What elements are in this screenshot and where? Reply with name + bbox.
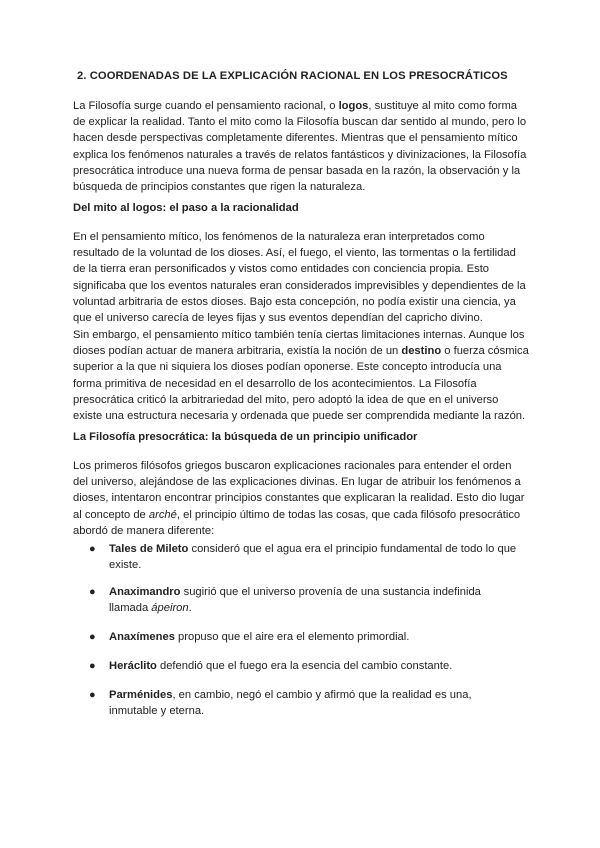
section-heading-presocratica: La Filosofía presocrática: la búsqueda de un principio unificador (73, 431, 418, 443)
bullet-icon: ● (89, 631, 96, 643)
term-destino: destino (401, 345, 442, 358)
section2-paragraph: Los primeros filósofos griegos buscaron explicaciones racionales para entender el orden del universo, alejándose de las explicaciones divinas. En lugar de atribuir los fenómenos a dioses, intentaron encontrar principios constantes que explicaran la realidad. Esto dio lugar al concepto de arché, el principio último de todas las cosas, que cada filósofo presocrático abordó de manera diferente: (73, 460, 525, 537)
list-item: ● Anaxímenes propuso que el aire era el elemento primordial. (73, 629, 529, 645)
bullet-icon: ● (89, 660, 96, 672)
section-heading-mito-logos: Del mito al logos: el paso a la racionalidad (73, 202, 299, 214)
term-logos: logos (338, 100, 369, 112)
section1-paragraph-2: Sin embargo, el pensamiento mítico también tenía ciertas limitaciones internas. Aunque los dioses podían actuar de manera arbitraria, existía la noción de un destino o fuerza cósmica superior a la que ni siquiera los dioses podían oponerse. Este concepto introducía una forma primitiva de necesidad en el desarrollo de los acontecimientos. La Filosofía presocrática criticó la arbitrariedad del mito, pero adoptó la idea de que en el universo existe una estructura necesaria y ordenada que puede ser comprendida mediante la razón. (73, 329, 529, 423)
bullet-icon: ● (89, 586, 96, 598)
section1-paragraph-1: En el pensamiento mítico, los fenómenos de la naturaleza eran interpretados como resultado de la voluntad de los dioses. Así, el fuego, el viento, las tormentas o la fertilidad de la tierra eran personificados y vistos como entidades con conciencia propia. Esto significaba que los eventos naturales eran considerados imprevisibles y dependientes de la voluntad arbitraria de estos dioses. Bajo esta concepción, no podía existir una ciencia, ya que el universo carecía de leyes fijas y sus eventos dependían del capricho divino. (73, 231, 526, 325)
list-item: ● Anaximandro sugirió que el universo provenía de una sustancia indefinida llamada ápeiron. (89, 586, 481, 615)
page-title: 2. COORDENADAS DE LA EXPLICACIÓN RACIONAL EN LOS PRESOCRÁTICOS (77, 70, 508, 82)
bullet-icon: ● (89, 543, 96, 555)
list-item: ● Heráclito defendió que el fuego era la esencia del cambio constante. (73, 658, 529, 674)
bullet-icon: ● (89, 689, 96, 701)
term-arche: arché (148, 508, 177, 521)
list-item: ● Parménides, en cambio, negó el cambio y afirmó que la realidad es una, inmutable y eterna. (89, 689, 472, 718)
intro-paragraph: La Filosofía surge cuando el pensamiento racional, o logos, sustituye al mito como forma de explicar la realidad. Tanto el mito como la Filosofía buscan dar sentido al mundo, pero lo hacen desde perspectivas completamente diferentes. Mientras que el pensamiento mítico explica los fenómenos naturales a través de relatos fantásticos y divinizaciones, la Filosofía presocrática introduce una nueva forma de pensar basada en la razón, la observación y la búsqueda de principios constantes que rigen la naturaleza. (73, 100, 527, 194)
list-item: ● Tales de Mileto consideró que el agua era el principio fundamental de todo lo que existe. (89, 543, 517, 572)
